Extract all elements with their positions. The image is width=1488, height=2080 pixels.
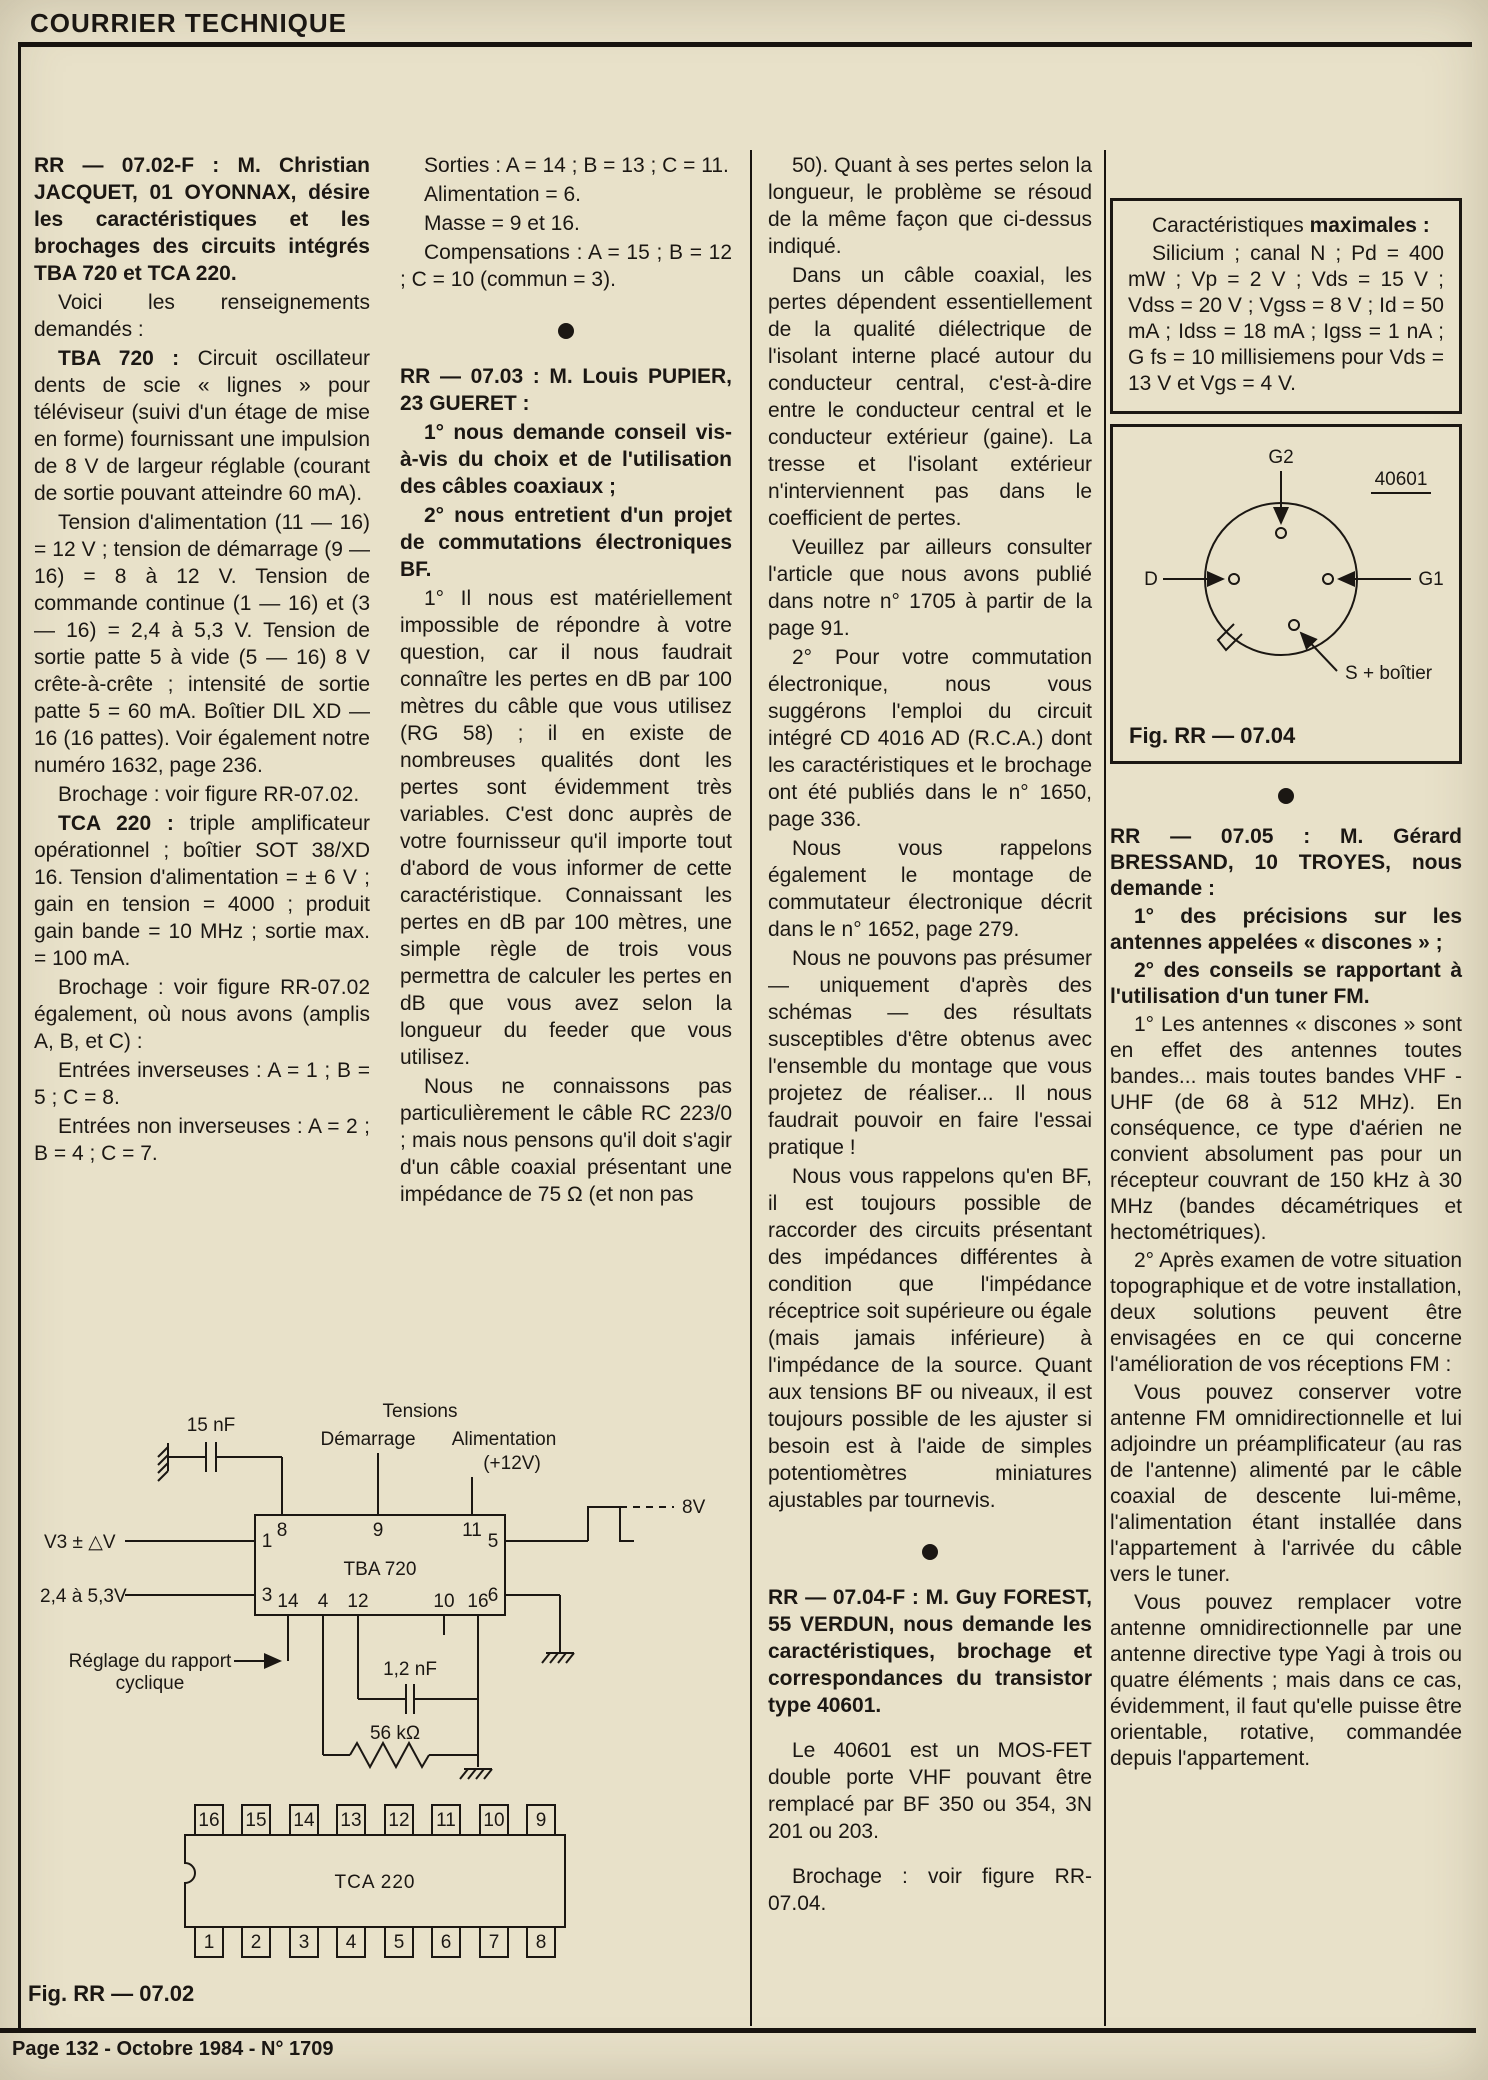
ic-name-label: TBA 720 [343,1559,417,1580]
column-3 [768,152,1092,1919]
question-heading: RR — 07.05 : M. Gérard BRESSAND, 10 TROYES, nous demande : [1110,825,1462,900]
paragraph: Brochage : voir figure RR-07.02 également, où nous avons (amplis A, B, et C) : [34,976,370,1053]
question-heading: RR — 07.02-F : M. Christian JACQUET, 01 OYONNAX, désire les caractéristiques et les brochages des circuits intégrés TBA 720 et TCA 220. [34,154,370,285]
pin-number: 1 [261,1531,273,1552]
column-4 [1110,198,1462,1774]
v3-label: V3 ± △V [44,1532,116,1553]
paragraph: Veuillez par ailleurs consulter l'article que nous avons publié dans notre n° 1705 à partir de la page 91. [768,536,1092,640]
page-title: COURRIER TECHNIQUE [30,8,348,38]
pin-number: 2 [250,1932,262,1953]
title-bold: maximales : [1309,214,1430,237]
paragraph: Sorties : A = 14 ; B = 13 ; C = 11. [424,154,729,177]
paragraph: Entrées inverseuses : A = 1 ; B = 5 ; C = 8. [34,1059,370,1109]
paragraph: Alimentation = 6. [424,183,582,206]
pin-number: 12 [347,1591,369,1612]
g2-label: G2 [1268,447,1294,468]
top-rule [18,42,1472,47]
pin-number: 14 [277,1591,299,1612]
pin-number: 4 [345,1932,357,1953]
question-item: 1° des précisions sur les antennes appelées « discones » ; [1110,905,1462,954]
plus12v-label: (+12V) [483,1453,541,1474]
pin-number: 15 [245,1810,267,1831]
resistor-56k-label: 56 kΩ [369,1723,421,1744]
paragraph: Dans un câble coaxial, les pertes dépendent essentiellement de la qualité diélectrique de l'isolant interne placé autour du conducteur central, c'est-à-dire entre le conducteur central et le conducteur extérieur (gaine). La tresse et l'isolant extérieur n'interviennent pas dans le coefficient de pertes. [768,264,1092,530]
component-name: TCA 220 : [58,812,174,835]
page-footer: Page 132 - Octobre 1984 - N° 1709 [12,2038,334,2060]
paragraph: Nous vous rappelons également le montage de commutateur électronique décrit dans le n° 1652, page 279. [768,837,1092,941]
figure-caption: Fig. RR — 07.02 [28,1981,195,2006]
paragraph-text: Circuit oscillateur dents de scie « lignes » pour téléviseur (suivi d'un étage de mise en forme) fournissant une impulsion de 8 V de largeur réglable (courant de sortie pouvant atteindre 60 mA). [34,347,370,505]
paragraph: Nous vous rappelons qu'en BF, il est toujours possible de raccorder des circuits présentant des impédances différentes à condition que l'impédance réceptrice soit supérieure ou égale (mais jamais inférieure) à l'impédance de la source. Quant aux tensions BF ou niveaux, il est toujours possible de les ajuster si besoin est à l'aide de simples potentiomètres miniatures ajustables par tournevis. [768,1165,1092,1512]
question-item: 2° nous entretient d'un projet de commutations électroniques BF. [400,504,732,581]
paragraph: Vous pouvez remplacer votre antenne omnidirectionnelle par une antenne directive type Yagi à trois ou quatre éléments ; mais dans ce cas, évidemment, il faut qu'elle puisse être orientable, rotative, commandée depuis l'appartement. [1110,1591,1462,1770]
pin-number: 12 [388,1810,410,1831]
pin-number: 6 [440,1932,452,1953]
pin-number: 10 [483,1810,505,1831]
figure-rr-0702 [20,1395,748,2035]
cap-12nf-label: 1,2 nF [383,1659,437,1680]
characteristics-body: Silicium ; canal N ; Pd = 400 mW ; Vp = 2 V ; Vds = 15 V ; Vdss = 20 V ; Vgss = 8 V ; Id = 50 mA ; Idss = 18 mA ; Igss = 1 nA ; G fs = 10 millisiemens pour Vds = 13 V et Vgs = 4 V. [1128,242,1444,395]
figure-caption: Fig. RR — 07.04 [1129,723,1296,748]
paragraph: Entrées non inverseuses : A = 2 ; B = 4 ; C = 7. [34,1115,370,1165]
paragraph: Le 40601 est un MOS-FET double porte VHF pouvant être remplacé par BF 350 ou 354, 3N 201 ou 203. [768,1739,1092,1843]
component-name: TBA 720 : [58,347,180,370]
paragraph: 1° Les antennes « discones » sont en effet des antennes toutes bandes... mais toutes bandes VHF - UHF (de 68 à 512 MHz). En conséquence, ce type d'aérien ne convient absolument pas pour un récepteur couvrant de 150 kHz à 30 MHz (bandes décamétriques et hectométriques). [1110,1013,1462,1244]
column-1 [34,152,370,1169]
pin-number: 7 [488,1932,500,1953]
paragraph-text: triple amplificateur opérationnel ; boîtier SOT 38/XD 16. Tension d'alimentation = ± 6 V ; gain en tension = 4000 ; produit gain bande = 10 MHz ; sortie max. = 100 mA. [34,812,370,970]
reglage-label-line2: cyclique [115,1673,185,1694]
pinout-drawing [1163,471,1431,671]
cap-15nf-label: 15 nF [186,1415,236,1436]
pin-number: 8 [276,1520,288,1541]
pin-number: 1 [203,1932,215,1953]
paragraph: Brochage : voir figure RR-07.02. [58,783,360,806]
pin-number: 10 [433,1591,455,1612]
v24-53-label: 2,4 à 5,3V [40,1586,127,1607]
pin-number: 3 [298,1932,310,1953]
characteristics-box [1110,198,1462,414]
pin-number: 11 [436,1810,456,1831]
pin-number: 8 [535,1932,547,1953]
column-2 [400,152,732,1210]
title-lead: Caractéristiques [1152,214,1310,237]
column-separator-1 [750,150,752,2026]
pin-number: 9 [535,1810,547,1831]
pin-number: 11 [462,1520,482,1541]
question-heading: RR — 07.04-F : M. Guy FOREST, 55 VERDUN, nous demande les caractéristiques, brochage et correspondances du transistor type 40601. [768,1586,1092,1717]
characteristics-title [1128,213,1444,239]
paragraph: 2° Après examen de votre situation topographique et de votre installation, deux solutions peuvent être envisagées en ce qui concerne l'amélioration de vos réceptions FM : [1110,1249,1462,1376]
paragraph: Tension d'alimentation (11 — 16) = 12 V ; tension de démarrage (9 — 16) = 8 à 12 V. Tension de commande continue (1 — 16) et (3 — 16) = 2,4 à 5,3 V. Tension de sortie patte 5 à vide (5 — 16) 8 V crête-à-crête ; intensité de sortie patte 5 = 60 mA. Boîtier DIL XD — 16 (16 pattes). Voir également notre numéro 1632, page 236. [34,511,370,777]
pin-number: 5 [393,1932,405,1953]
pinout-labels [1144,447,1444,684]
paragraph: 2° Pour votre commutation électronique, nous vous suggérons l'emploi du circuit intégré CD 4016 AD (R.C.A.) dont les caractéristiques et le brochage ont été publiés dans le n° 1650, page 336. [768,646,1092,831]
column-separator-2 [1104,150,1106,2026]
part-number-label: 40601 [1374,469,1428,490]
transistor-40601-pinout [1113,427,1459,711]
paragraph: Masse = 9 et 16. [424,212,580,235]
alimentation-label: Alimentation [451,1429,557,1450]
pin-number: 3 [261,1585,273,1606]
pin-number: 13 [340,1810,362,1831]
paragraph [34,345,370,507]
paragraph: Compensations : A = 15 ; B = 12 ; C = 10 (commun = 3). [400,241,732,291]
pin-number: 6 [487,1585,499,1606]
s-label: S + boîtier [1345,663,1433,684]
paragraph: Voici les renseignements demandés : [34,291,370,341]
demarrage-label: Démarrage [320,1429,416,1450]
d-label: D [1144,569,1158,590]
paragraph [34,810,370,972]
g1-label: G1 [1418,569,1444,590]
section-divider-bullet [558,323,574,339]
pin-number: 5 [487,1531,499,1552]
tensions-label: Tensions [382,1401,458,1422]
question-item: 2° des conseils se rapportant à l'utilisation d'un tuner FM. [1110,959,1462,1008]
section-divider-bullet [922,1544,938,1560]
paragraph: 50). Quant à ses pertes selon la longueur, le problème se résoud de la même façon que ci-dessus indiqué. [768,154,1092,258]
paragraph: Nous ne pouvons pas présumer — uniquement d'après des schémas — des résultats susceptibles d'être obtenus avec l'ensemble du montage que vous projetez de réaliser... Il nous faudrait pouvoir en faire l'essai pratique ! [768,947,1092,1159]
question-heading: RR — 07.03 : M. Louis PUPIER, 23 GUERET : [400,365,732,415]
pin-number: 16 [467,1591,489,1612]
pin-number: 16 [198,1810,220,1831]
figure-box-rr-0704 [1110,424,1462,764]
section-divider-bullet [1278,788,1294,804]
paragraph: Nous ne connaissons pas particulièrement le câble RC 223/0 ; mais nous pensons qu'il doit s'agir d'un câble coaxial présentant une impédance de 75 Ω (et non pas [400,1075,732,1206]
8v-label: 8V [682,1497,706,1518]
pin-number: 9 [372,1520,384,1541]
tba720-schematic [20,1395,748,1975]
pin-number: 4 [317,1591,329,1612]
dip-part-label: TCA 220 [334,1872,416,1893]
paragraph: Brochage : voir figure RR-07.04. [768,1865,1092,1915]
paragraph: 1° Il nous est matériellement impossible de répondre à votre question, car il nous faudrait connaître les pertes en dB par 100 mètres du câble que vous utilisez (RG 58) ; il en existe de nombreuses qualités dont les pertes sont évidemment très variables. C'est donc auprès de votre fournisseur qu'il importe tout d'abord de vous informer de cette caractéristique. Connaissant les pertes en dB par 100 mètres, une simple règle de trois vous permettra de calculer les pertes en dB que vous avez selon la longueur du feeder que vous utilisez. [400,587,732,1069]
question-item: 1° nous demande conseil vis-à-vis du choix et de l'utilisation des câbles coaxiaux ; [400,421,732,498]
schematic-labels [40,1401,706,1744]
pin-number: 14 [293,1810,315,1831]
paragraph: Vous pouvez conserver votre antenne FM omnidirectionnelle et lui adjoindre un préamplificateur (au ras de l'antenne) alimenté par le câble coaxial de descente lui-même, l'alimentation étant installée dans l'appartement à l'arrivée du câble vers le tuner. [1110,1381,1462,1586]
reglage-label-line1: Réglage du rapport [68,1651,232,1672]
